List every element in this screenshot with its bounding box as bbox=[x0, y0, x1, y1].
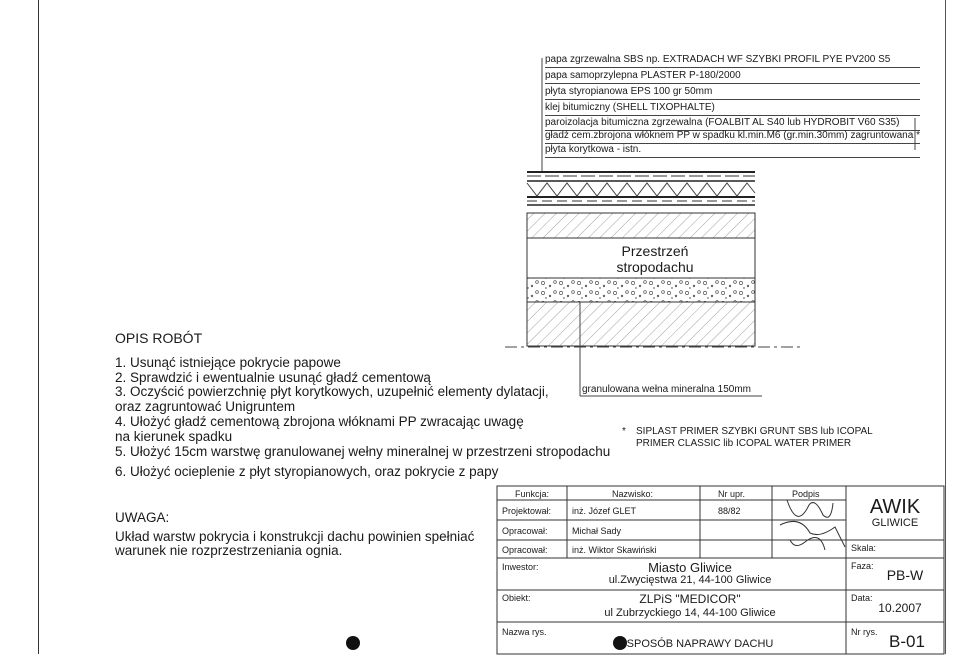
works-line: 2. Sprawdzić i ewentualnie usunąć gładź cementową bbox=[115, 370, 431, 385]
tb-scale-label: Skala: bbox=[851, 543, 877, 553]
layer-label-1: papa zgrzewalna SBS np. EXTRADACH WF SZYBKI PROFIL PYE PV200 S5 bbox=[545, 54, 891, 65]
works-line: oraz zagruntować Unigruntem bbox=[115, 399, 296, 414]
tb-phase-label: Faza: bbox=[851, 561, 874, 571]
tb-company: AWIK bbox=[869, 496, 921, 518]
tb-object-name: ZLPiS "MEDICOR" bbox=[639, 592, 741, 606]
layer-label-4: klej bitumiczny (SHELL TIXOPHALTE) bbox=[545, 102, 715, 113]
works-line: na kierunek spadku bbox=[115, 429, 233, 444]
space-label: Przestrzeń stropodachu bbox=[616, 243, 694, 275]
tb-row-function: Opracował: bbox=[502, 526, 548, 536]
works-line: 3. Oczyścić powierzchnię płyt korytkowych, uzupełnić elementy dylatacji, bbox=[115, 384, 549, 399]
works-title: OPIS ROBÓT bbox=[115, 330, 203, 346]
tb-row-function: Opracował: bbox=[502, 545, 548, 555]
works-line: 4. Ułożyć gładź cementową zbrojona włóknami PP zwracając uwagę bbox=[115, 414, 524, 429]
layer-label-3: płyta styropianowa EPS 100 gr 50mm bbox=[545, 86, 713, 97]
tb-header-function: Funkcja: bbox=[515, 489, 550, 499]
note-title: UWAGA: bbox=[115, 510, 170, 525]
works-line: 6. Ułożyć ocieplenie z płyt styropianowych, oraz pokrycie z papy bbox=[115, 464, 499, 479]
tb-date: 10.2007 bbox=[878, 601, 922, 615]
note-line: Układ warstw pokrycia i konstrukcji dachu powinien spełniać bbox=[115, 529, 475, 544]
tb-header-number: Nr upr. bbox=[718, 489, 746, 499]
tb-header-name: Nazwisko: bbox=[612, 489, 654, 499]
tb-row-number: 88/82 bbox=[718, 506, 741, 516]
tb-city: GLIWICE bbox=[871, 517, 919, 529]
layer-label-2: papa samoprzylepna PLASTER P-180/2000 bbox=[545, 70, 741, 81]
signature-scribbles bbox=[780, 500, 845, 550]
layer-label-5: paroizolacja bitumiczna zgrzewalna (FOALBIT AL S40 lub HYDROBIT V60 S35) bbox=[545, 117, 900, 128]
tb-row-name: inż. Józef GLET bbox=[572, 506, 637, 516]
tb-drawing-label: Nazwa rys. bbox=[502, 627, 547, 637]
layer-label-7: płyta korytkowa - istn. bbox=[545, 144, 642, 155]
works-line: 1. Usunąć istniejące pokrycie papowe bbox=[115, 355, 341, 370]
tb-object-label: Obiekt: bbox=[502, 593, 531, 603]
tb-investor-label: Inwestor: bbox=[502, 562, 539, 572]
tb-header-signature: Podpis bbox=[792, 489, 820, 499]
wool-label: granulowana wełna mineralna 150mm bbox=[582, 384, 751, 395]
tb-row-function: Projektował: bbox=[502, 506, 552, 516]
tb-drawing-name: SPOSÓB NAPRAWY DACHU bbox=[626, 638, 774, 650]
tb-row-name: Michał Sady bbox=[572, 526, 622, 536]
tb-sheet: B-01 bbox=[889, 632, 925, 651]
tb-phase: PB-W bbox=[886, 567, 924, 583]
tb-sheet-label: Nr rys. bbox=[851, 627, 878, 637]
tb-investor-name: Miasto Gliwice bbox=[648, 560, 732, 575]
works-line: 5. Ułożyć 15cm warstwę granulowanej wełny mineralnej w przestrzeni stropodachu bbox=[115, 444, 611, 459]
note-line: warunek nie rozprzestrzeniania ognia. bbox=[115, 543, 343, 558]
tb-row-name: inż. Wiktor Skawiński bbox=[572, 545, 657, 555]
primer-marker: * bbox=[622, 426, 626, 437]
tb-investor-address: ul.Zwycięstwa 21, 44-100 Gliwice bbox=[608, 574, 772, 586]
layer-label-6: gładź cem.zbrojona włóknem PP w spadku kl.min.M6 (gr.min.30mm) zagruntowana * bbox=[545, 130, 920, 141]
primer-note: SIPLAST PRIMER SZYBKI GRUNT SBS lub ICOPAL PRIMER CLASSIC lib ICOPAL WATER PRIMER bbox=[636, 426, 873, 449]
tb-object-address: ul Zubrzyckiego 14, 44-100 Gliwice bbox=[604, 607, 776, 619]
tb-date-label: Data: bbox=[851, 593, 873, 603]
